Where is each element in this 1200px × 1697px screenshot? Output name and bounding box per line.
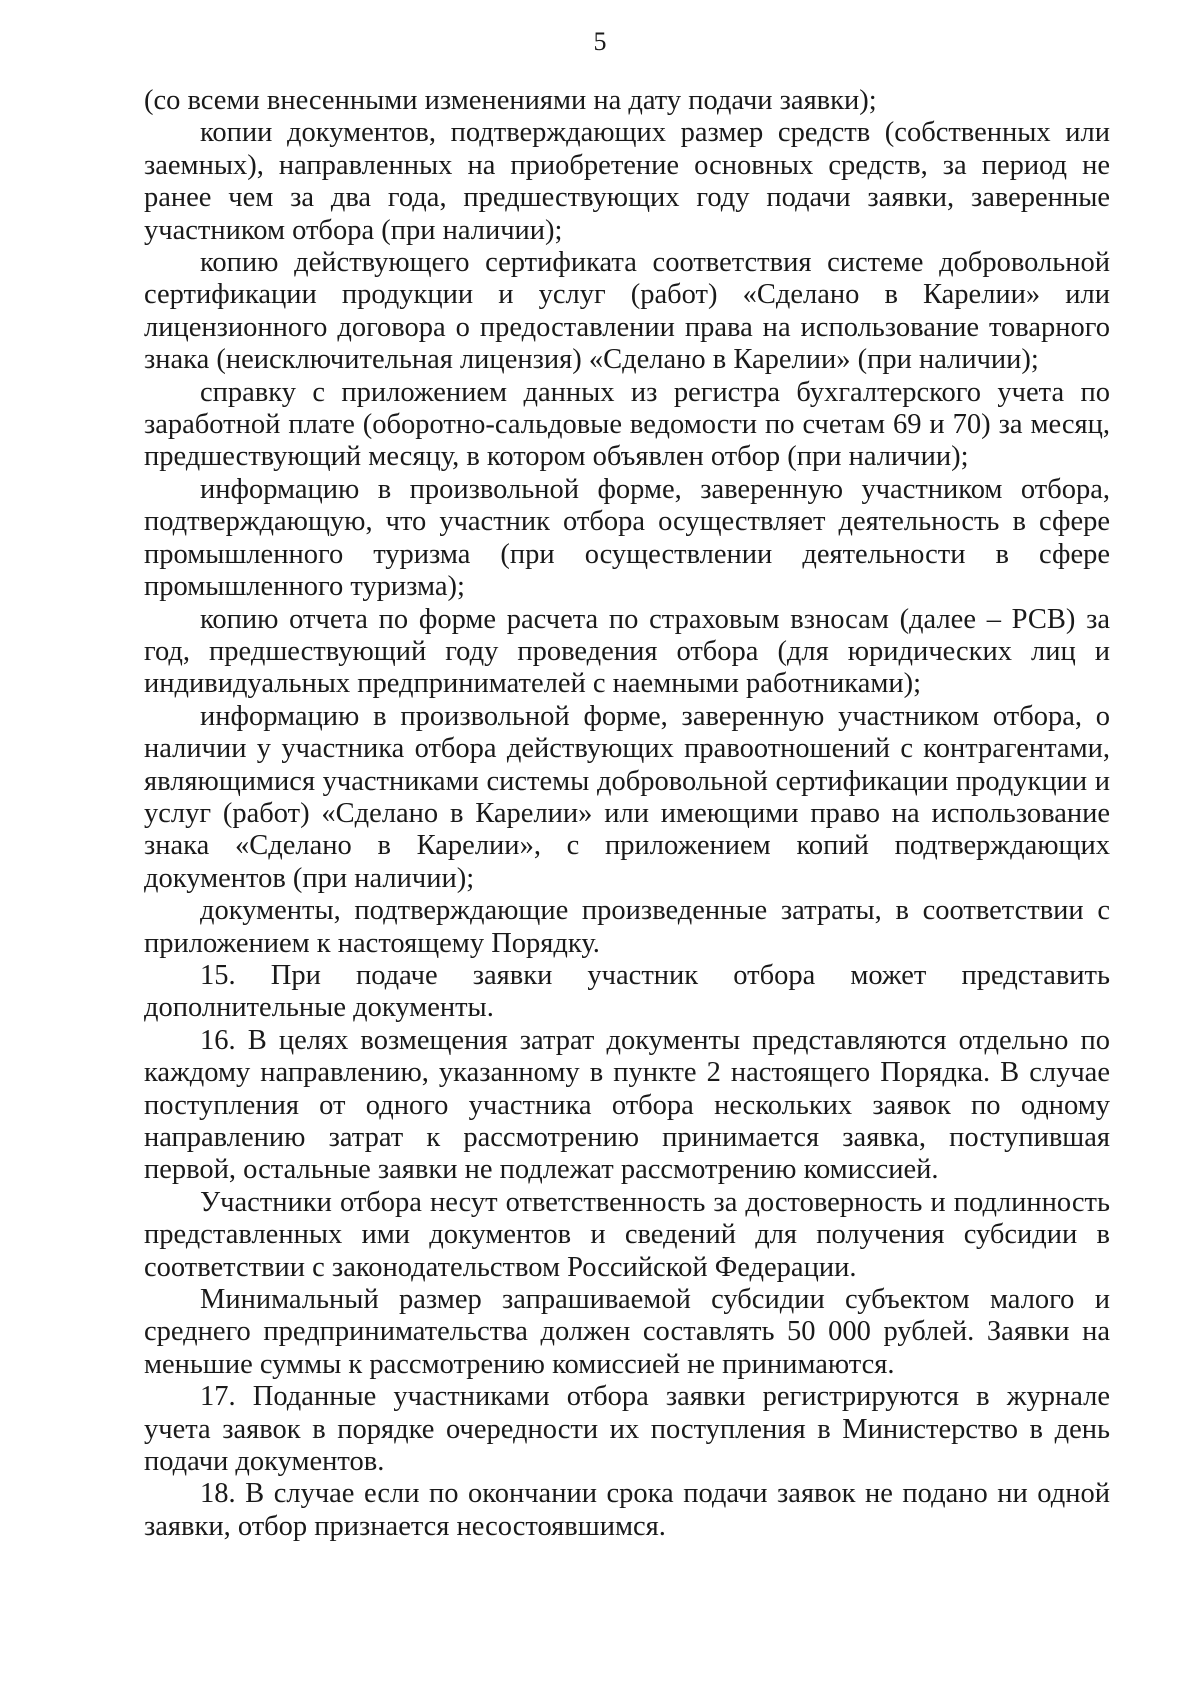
paragraph-responsibility: Участники отбора несут ответственность за достоверность и подлинность представленных ими документов и сведений для получения субсидии в соответствии с законодательством Российской Федерации.: [144, 1186, 1110, 1283]
page-number: 5: [593, 27, 607, 56]
paragraph-item-18: 18. В случае если по окончании срока подачи заявок не подано ни одной заявки, отбор признается несостоявшимся.: [144, 1478, 1110, 1542]
document-body: [144, 85, 1110, 1543]
paragraph-counterparty-info: информацию в произвольной форме, заверенную участником отбора, о наличии у участника отбора действующих правоотношений с контрагентами, являющимися участниками системы добровольной сертификации продукции и услуг (работ) «Сделано в Карелии» или имеющими право на использование знака «Сделано в Карелии», с приложением копий подтверждающих документов (при наличии);: [144, 700, 1110, 894]
paragraph-payroll-statement: справку с приложением данных из регистра бухгалтерского учета по заработной плате (оборотно-сальдовые ведомости по счетам 69 и 70) за месяц, предшествующий месяцу, в котором объявлен отбор (при наличии);: [144, 376, 1110, 473]
paragraph-item-16: 16. В целях возмещения затрат документы представляются отдельно по каждому направлению, указанному в пункте 2 настоящего Порядка. В случае поступления от одного участника отбора нескольких заявок по одному направлению затрат к рассмотрению принимается заявка, поступившая первой, остальные заявки не подлежат рассмотрению комиссией.: [144, 1024, 1110, 1186]
paragraph-expense-documents: документы, подтверждающие произведенные затраты, в соответствии с приложением к настоящему Порядку.: [144, 895, 1110, 959]
paragraph-rsv-report: копию отчета по форме расчета по страховым взносам (далее – РСВ) за год, предшествующий году проведения отбора (для юридических лиц и индивидуальных предпринимателей с наемными работниками);: [144, 603, 1110, 700]
paragraph-fixed-assets-copies: копии документов, подтверждающих размер средств (собственных или заемных), направленных на приобретение основных средств, за период не ранее чем за два года, предшествующих году подачи заявки, заверенные участником отбора (при наличии);: [144, 117, 1110, 246]
paragraph-item-17: 17. Поданные участниками отбора заявки регистрируются в журнале учета заявок в порядке очередности их поступления в Министерство в день подачи документов.: [144, 1381, 1110, 1478]
paragraph-certificate-copy: копию действующего сертификата соответствия системе добровольной сертификации продукции и услуг (работ) «Сделано в Карелии» или лицензионного договора о предоставлении права на использование товарного знака (неисключительная лицензия) «Сделано в Карелии» (при наличии);: [144, 247, 1110, 376]
paragraph-item-15: 15. При подаче заявки участник отбора может представить дополнительные документы.: [144, 959, 1110, 1024]
paragraph-continuation: (со всеми внесенными изменениями на дату подачи заявки);: [144, 85, 877, 116]
paragraph-minimum-subsidy: Минимальный размер запрашиваемой субсидии субъектом малого и среднего предпринимательства должен составлять 50 000 рублей. Заявки на меньшие суммы к рассмотрению комиссией не принимаются.: [144, 1284, 1110, 1380]
paragraph-industrial-tourism-info: информацию в произвольной форме, заверенную участником отбора, подтверждающую, что участник отбора осуществляет деятельность в сфере промышленного туризма (при осуществлении деятельности в сфере промышленного туризма);: [144, 473, 1110, 603]
